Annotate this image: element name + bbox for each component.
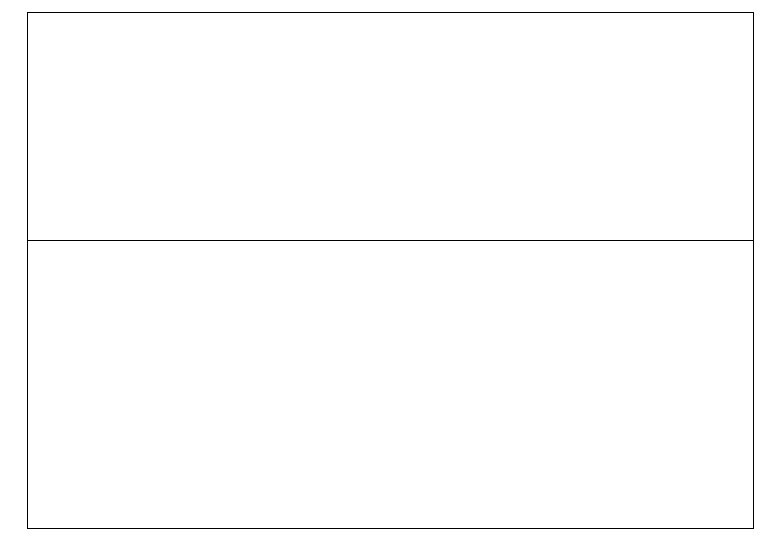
pph-calculation-panel [28, 13, 753, 241]
slide-frame [27, 12, 754, 529]
country-limitation-panel [28, 241, 753, 529]
